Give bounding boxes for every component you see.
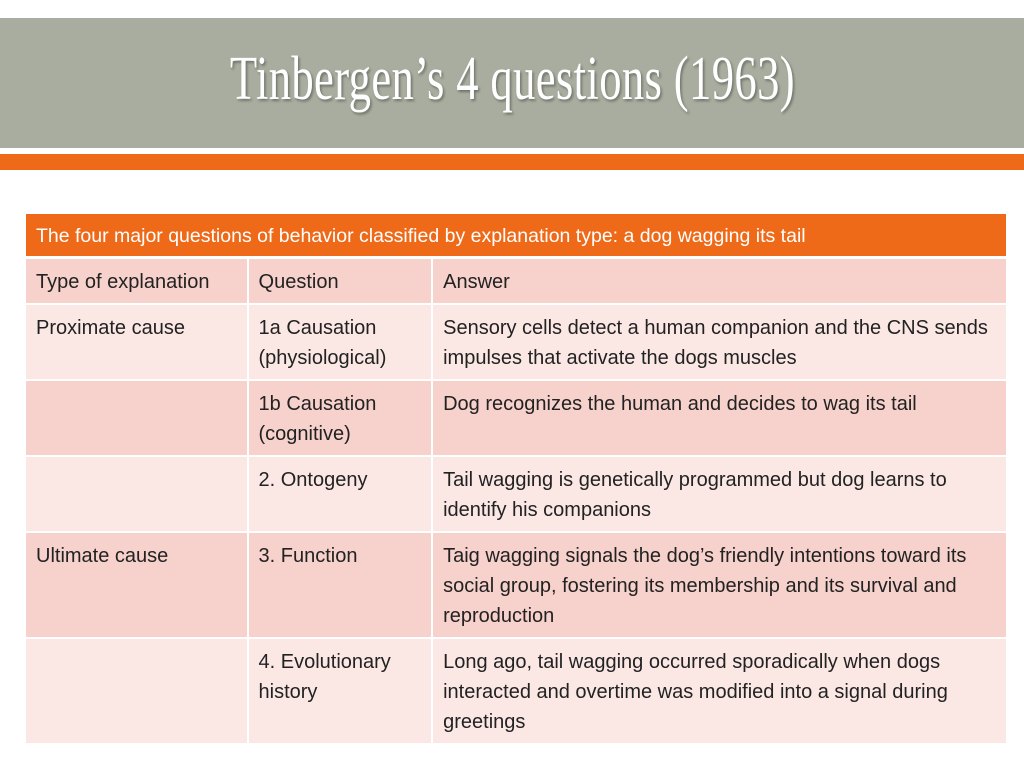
row-question: 2. Ontogeny bbox=[248, 456, 433, 532]
row-explanation-type: Ultimate cause bbox=[26, 532, 248, 638]
header-answer: Answer bbox=[432, 258, 1006, 305]
table-header-row bbox=[26, 258, 1006, 305]
row-question: 4. Evolutionary history bbox=[248, 638, 433, 744]
row-explanation-type bbox=[26, 456, 248, 532]
title-bar bbox=[0, 18, 1024, 148]
table-row bbox=[26, 380, 1006, 456]
table-row bbox=[26, 638, 1006, 744]
table-row bbox=[26, 532, 1006, 638]
behavior-table-container bbox=[26, 214, 1006, 745]
row-answer: Sensory cells detect a human companion and the CNS sends impulses that activate the dogs muscles bbox=[432, 304, 1006, 380]
header-question: Question bbox=[248, 258, 433, 305]
row-question: 1a Causation (physiological) bbox=[248, 304, 433, 380]
slide-title: Tinbergen’s 4 questions (1963) bbox=[229, 44, 795, 113]
row-question: 3. Function bbox=[248, 532, 433, 638]
row-answer: Long ago, tail wagging occurred sporadically when dogs interacted and overtime was modified into a signal during greetings bbox=[432, 638, 1006, 744]
table-caption: The four major questions of behavior classified by explanation type: a dog wagging its tail bbox=[26, 214, 1006, 258]
behavior-table bbox=[26, 214, 1006, 745]
accent-divider bbox=[0, 154, 1024, 170]
table-row bbox=[26, 456, 1006, 532]
header-type-of-explanation: Type of explanation bbox=[26, 258, 248, 305]
row-explanation-type bbox=[26, 380, 248, 456]
row-answer: Tail wagging is genetically programmed but dog learns to identify his companions bbox=[432, 456, 1006, 532]
row-answer: Dog recognizes the human and decides to wag its tail bbox=[432, 380, 1006, 456]
row-explanation-type: Proximate cause bbox=[26, 304, 248, 380]
row-explanation-type bbox=[26, 638, 248, 744]
table-row bbox=[26, 304, 1006, 380]
row-question: 1b Causation (cognitive) bbox=[248, 380, 433, 456]
row-answer: Taig wagging signals the dog’s friendly intentions toward its social group, fostering its membership and its survival and reproduction bbox=[432, 532, 1006, 638]
